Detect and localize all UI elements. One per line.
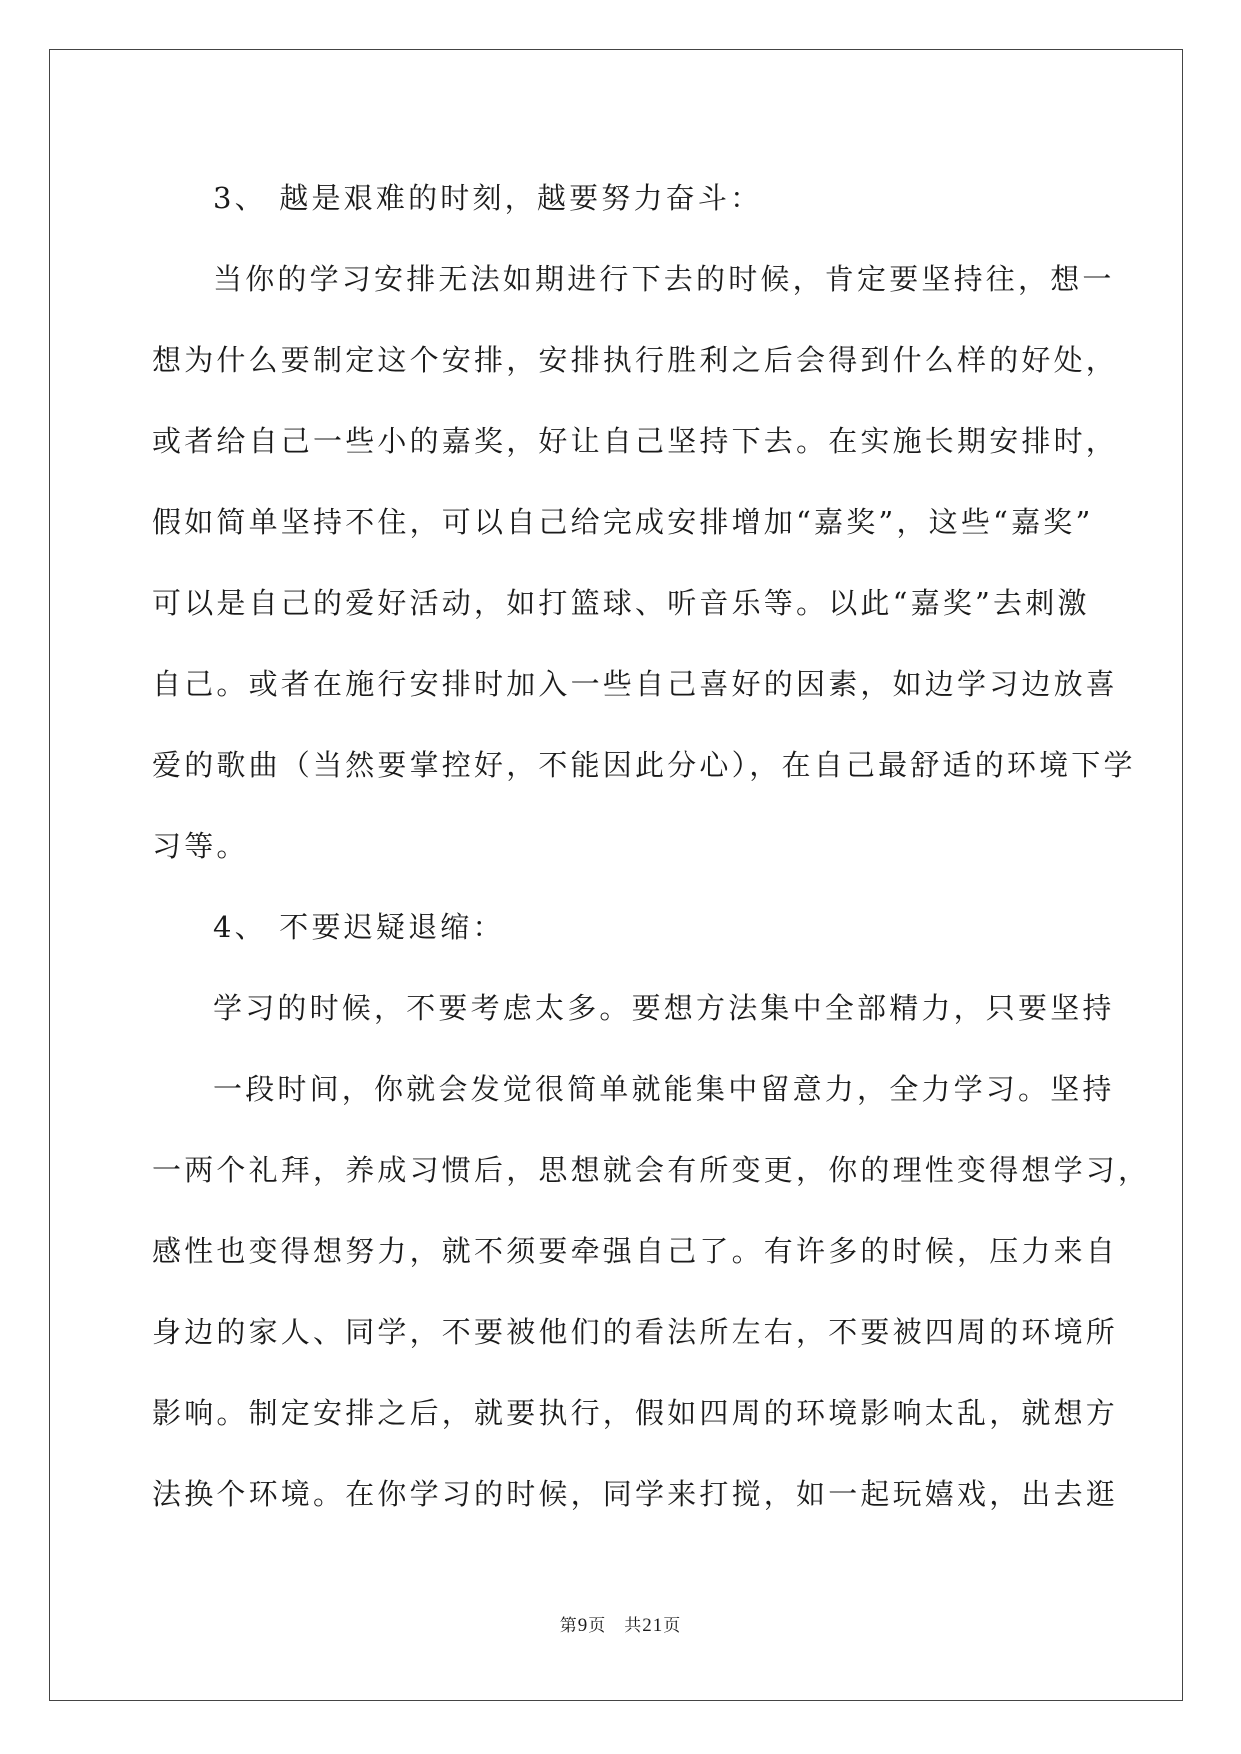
- footer-total-prefix: 共: [624, 1616, 643, 1636]
- footer-page-unit: 页: [588, 1616, 607, 1636]
- text-line: 影响。制定安排之后，就要执行，假如四周的环境影响太乱，就想方: [152, 1396, 1119, 1430]
- footer-page-prefix: 第: [559, 1616, 578, 1636]
- text-line: 爱的歌曲（当然要掌控好，不能因此分心），在自己最舒适的环境下学: [152, 748, 1136, 782]
- text-line: 可以是自己的爱好活动，如打篮球、听音乐等。以此“嘉奖”去刺激: [152, 586, 1090, 620]
- text-line: 或者给自己一些小的嘉奖，好让自己坚持下去。在实施长期安排时，: [152, 424, 1119, 458]
- text-line: 想为什么要制定这个安排，安排执行胜利之后会得到什么样的好处，: [152, 343, 1119, 377]
- text-line: 假如简单坚持不住，可以自己给完成安排增加“嘉奖”，这些“嘉奖”: [152, 505, 1094, 539]
- text-line: 学习的时候，不要考虑太多。要想方法集中全部精力，只要坚持: [213, 991, 1115, 1025]
- text-line: 自己。或者在施行安排时加入一些自己喜好的因素，如边学习边放喜: [152, 667, 1119, 701]
- text-line: 当你的学习安排无法如期进行下去的时候，肯定要坚持往，想一: [213, 262, 1115, 296]
- text-line: 身边的家人、同学，不要被他们的看法所左右，不要被四周的环境所: [152, 1315, 1119, 1349]
- footer-total-unit: 页: [663, 1616, 682, 1636]
- text-line: 3、 越是艰难的时刻，越要努力奋斗：: [213, 181, 763, 215]
- text-line: 一两个礼拜，养成习惯后，思想就会有所变更，你的理性变得想学习，: [152, 1153, 1151, 1187]
- text-line: 4、 不要迟疑退缩：: [213, 910, 505, 944]
- footer-total-pages: 21: [642, 1615, 664, 1636]
- document-body: [152, 158, 1151, 1535]
- footer-page-number: 9: [577, 1615, 589, 1636]
- text-line: 感性也变得想努力，就不须要牵强自己了。有许多的时候，压力来自: [152, 1234, 1119, 1268]
- page-footer: [0, 1611, 1241, 1637]
- text-line: 习等。: [152, 829, 249, 863]
- text-line: 法换个环境。在你学习的时候，同学来打搅，如一起玩嬉戏，出去逛: [152, 1477, 1119, 1511]
- text-line: 一段时间，你就会发觉很简单就能集中留意力，全力学习。坚持: [213, 1072, 1115, 1106]
